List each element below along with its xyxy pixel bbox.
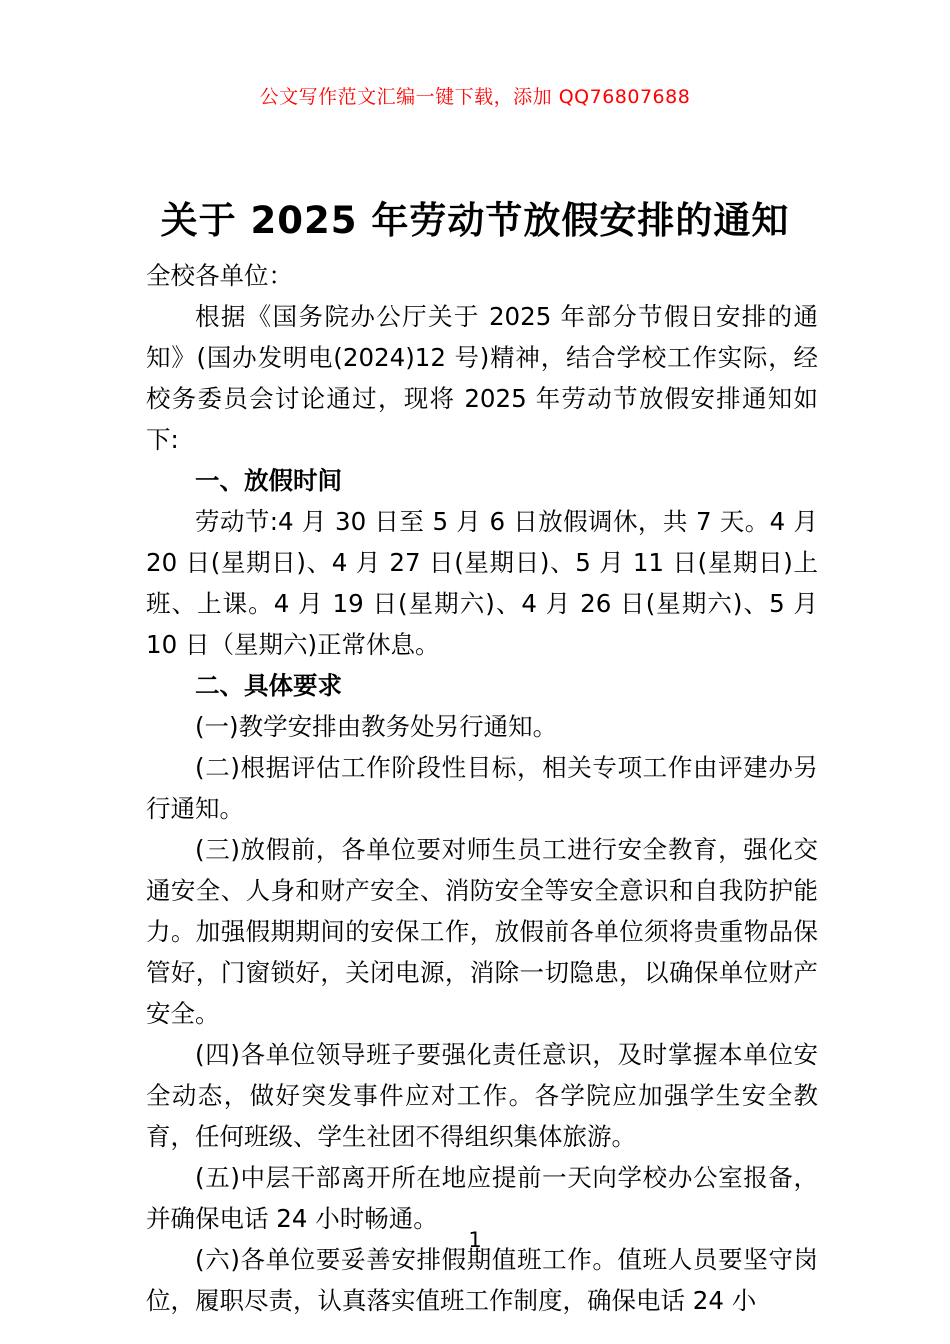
page-title: 关于 2025 年劳动节放假安排的通知 — [160, 198, 790, 242]
paragraph: (五)中层干部离开所在地应提前一天向学校办公室报备，并确保电话 24 小时畅通。 — [146, 1163, 818, 1233]
page-number: 1 — [468, 1228, 482, 1252]
paragraph: (二)根据评估工作阶段性目标，相关专项工作由评建办另行通知。 — [146, 753, 818, 823]
document-body — [146, 255, 818, 1321]
paragraph: (一)教学安排由教务处另行通知。 — [195, 712, 558, 741]
paragraph: 劳动节:4 月 30 日至 5 月 6 日放假调休，共 7 天。4 月 20 日(星期日)、4 月 27 日(星期日)、5 月 11 日(星期日)上班、上课。4 月 19 日(星期六)、4 月 26 日(星期六)、5 月 10 日（星期六)正常休息。 — [146, 507, 818, 659]
paragraph-heading: 二、具体要求 — [195, 671, 342, 700]
paragraph: (六)各单位要妥善安排假期值班工作。值班人员要坚守岗位，履职尽责，认真落实值班工作制度，确保电话 24 小 — [146, 1245, 818, 1315]
paragraph-heading: 一、放假时间 — [195, 466, 342, 495]
paragraph: (四)各单位领导班子要强化责任意识，及时掌握本单位安全动态，做好突发事件应对工作。各学院应加强学生安全教育，任何班级、学生社团不得组织集体旅游。 — [146, 1040, 818, 1151]
paragraph: (三)放假前，各单位要对师生员工进行安全教育，强化交通安全、人身和财产安全、消防安全等安全意识和自我防护能力。加强假期期间的安保工作，放假前各单位须将贵重物品保管好，门窗锁好，关闭电源，消除一切隐患，以确保单位财产安全。 — [146, 835, 818, 1028]
paragraph: 根据《国务院办公厅关于 2025 年部分节假日安排的通知》(国办发明电(2024)12 号)精神，结合学校工作实际，经校务委员会讨论通过，现将 2025 年劳动节放假安排通知如下: — [146, 302, 818, 454]
watermark-text: 公文写作范文汇编一键下载，添加 QQ76807688 — [259, 86, 691, 108]
paragraph: 全校各单位： — [146, 261, 293, 290]
